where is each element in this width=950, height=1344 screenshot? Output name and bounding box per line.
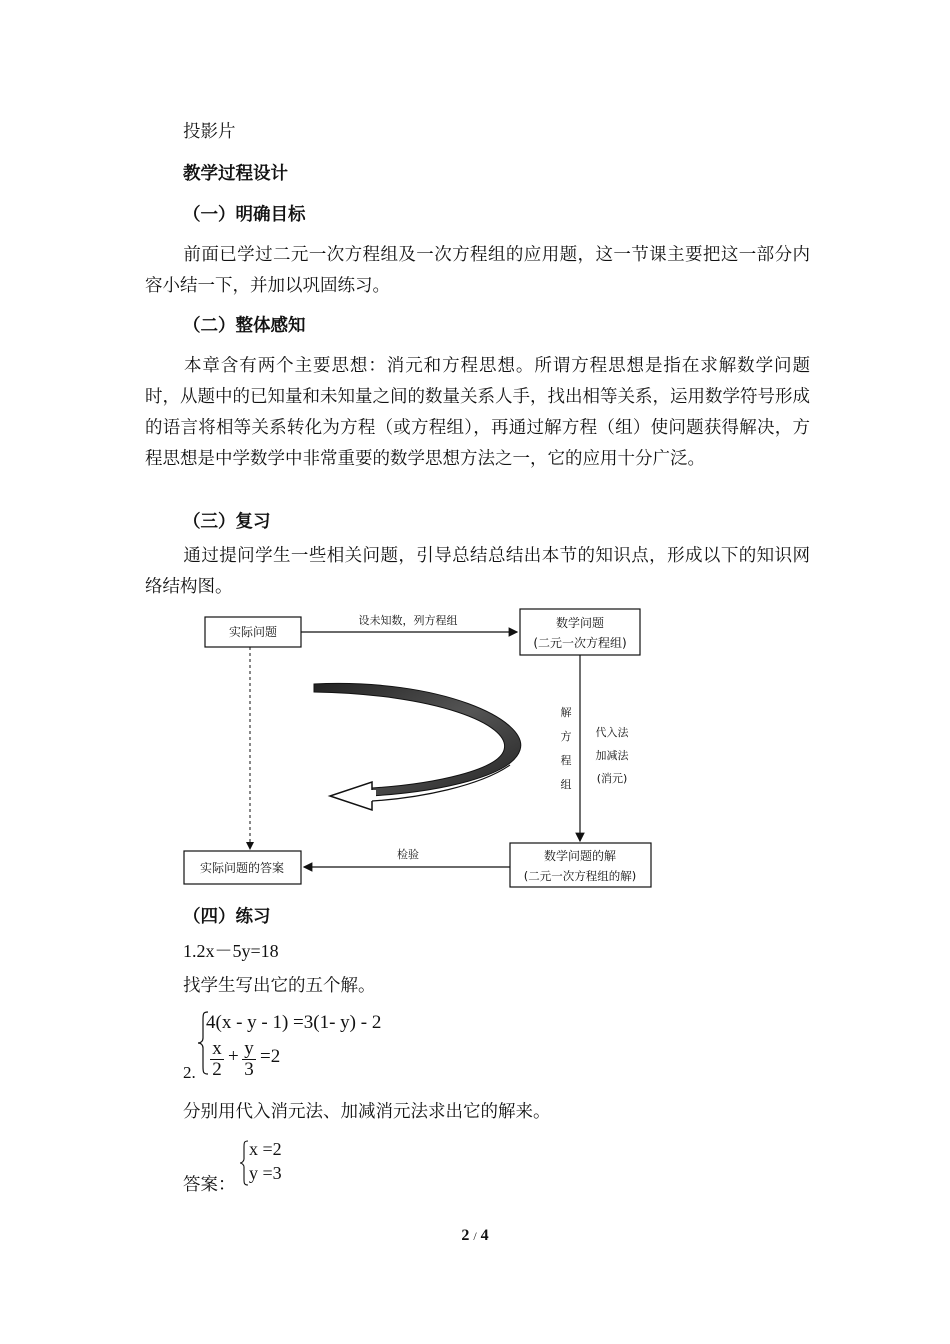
box-math-problem-line1: 数学问题 xyxy=(555,616,605,630)
fraction-2-numerator: y xyxy=(244,1038,254,1059)
section-3-body xyxy=(145,541,810,603)
box-real-answer-label: 实际问题的答案 xyxy=(199,861,285,875)
answer-label: 答案： xyxy=(183,1175,236,1195)
fraction-y-over-3 xyxy=(242,1039,256,1080)
section-1-body xyxy=(145,240,810,302)
answer-y: y =3 xyxy=(249,1163,282,1183)
fraction-2-denominator: 3 xyxy=(244,1059,254,1080)
exercise-1-task: 找学生写出它的五个解。 xyxy=(183,976,376,996)
method-note: (消元) xyxy=(596,772,628,785)
answer-x: x =2 xyxy=(249,1139,282,1159)
box-math-problem xyxy=(520,609,640,655)
exercise-2-number: 2. xyxy=(183,1063,196,1082)
equation-2-rhs: =2 xyxy=(260,1046,281,1067)
side-label-char-4: 组 xyxy=(560,778,572,791)
page-current: 2 xyxy=(461,1227,470,1244)
box-math-solution xyxy=(510,843,651,887)
materials-text: 投影片 xyxy=(183,122,236,142)
exercise-2-equation-1: 4(x - y - 1) =3(1- y) - 2 xyxy=(206,1012,382,1033)
side-label-char-1: 解 xyxy=(560,706,572,719)
fraction-x-over-2 xyxy=(210,1039,224,1080)
design-title: 教学过程设计 xyxy=(183,164,288,184)
box-math-problem-line2: (二元一次方程组) xyxy=(533,636,627,650)
box-math-solution-line2: (二元一次方程组的解) xyxy=(523,869,637,883)
section-3-body-text: 通过提问学生一些相关问题，引导总结总结出本节的知识点，形成以下的知识网络结构图。 xyxy=(145,546,810,597)
method-elimination: 加减法 xyxy=(595,749,629,762)
page-number xyxy=(0,1227,950,1245)
arrow-bottom-label: 检验 xyxy=(397,848,419,861)
knowledge-network-diagram xyxy=(180,600,660,895)
section-1-body-text: 前面已学过二元一次方程组及一次方程组的应用题，这一节课主要把这一部分内容小结一下，并加以巩固练习。 xyxy=(145,245,810,296)
fraction-1-denominator: 2 xyxy=(212,1059,222,1080)
exercise-1-equation: 1.2x－5y=18 xyxy=(183,941,279,961)
curved-cycle-arrow-icon xyxy=(314,683,521,810)
section-2-body xyxy=(145,351,810,475)
box-real-answer xyxy=(184,851,301,884)
arrow-top-label: 设未知数，列方程组 xyxy=(358,614,458,627)
fraction-1-numerator: x xyxy=(212,1038,222,1059)
section-3-title: （三）复习 xyxy=(183,512,271,532)
section-4-title: （四）练习 xyxy=(183,907,271,927)
section-1-title: （一）明确目标 xyxy=(183,205,306,225)
section-2-body-text: 本章含有两个主要思想：消元和方程思想。所谓方程思想是指在求解数学问题时，从题中的已知量和未知量之间的数量关系人手，找出相等关系，运用数学符号形成的语言将相等关系转化为方程（或方程组），再通过解方程（组）使问题获得解决，方程思想是中学数学中非常重要的数学思想方法之一，它的应用十分广泛。 xyxy=(145,356,810,469)
section-2-title: （二）整体感知 xyxy=(183,316,306,336)
plus-sign: + xyxy=(228,1046,239,1067)
page-separator: / xyxy=(473,1229,477,1243)
box-real-problem xyxy=(205,617,301,647)
box-real-problem-label: 实际问题 xyxy=(228,625,278,639)
page-total: 4 xyxy=(480,1227,489,1244)
exercise-2-task: 分别用代入消元法、加减消元法求出它的解来。 xyxy=(183,1102,551,1122)
method-substitution: 代入法 xyxy=(595,726,629,739)
side-label-char-2: 方 xyxy=(560,730,572,743)
side-label-char-3: 程 xyxy=(560,754,572,767)
box-math-solution-line1: 数学问题的解 xyxy=(543,849,617,863)
